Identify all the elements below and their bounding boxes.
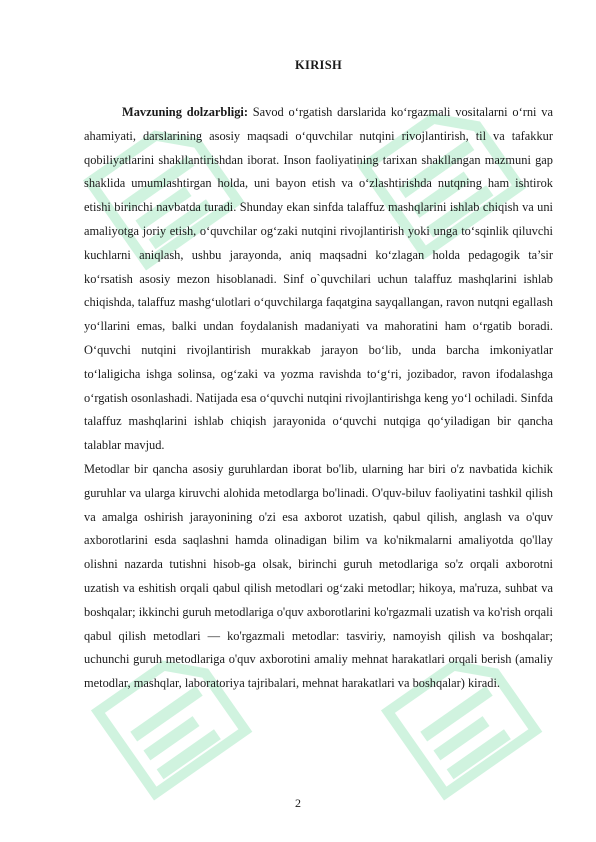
paragraph-lead: Mavzuning dolzarbligi: xyxy=(122,105,248,119)
document-body xyxy=(84,101,553,696)
page-number: 2 xyxy=(295,796,301,810)
paragraph-text: Savod o‘rgatish darslarida ko‘rgazmali vositalarni o‘rni va ahamiyati, darslarining asosiy maqsadi o‘quvchilar nutqini rivojlantirish, til va tafakkur qobiliyatlarini shakllantirishdan iborat. Inson faoliyatining tarixan shakllangan mazmuni gap shaklida umumlashtirgan holda, uni bayon etish va o‘zlashtirishda nutqning ham ishtirok etishi birinchi navbatda turadi. Shunday ekan sinfda talaffuz mashqlarini ishlab chiqish va uni amaliyotga joriy etish, o‘quvchilar og‘zaki nutqini rivojlantirish yoki unga to‘sqinlik qiluvchi kuchlarni aniqlash, ushbu jarayonda, aniq maqsadni ko‘zlagan holda pedagogik ta’sir ko‘rsatish asosiy mezon hisoblanadi. Sinf o`quvchilari uchun talaffuz mashqlarini ishlab chiqishda, talaffuz mashg‘ulotlari o‘quvchilarga faqatgina sayqallangan, ravon nutqni egallash yo‘llarini emas, balki undan foydalanish madaniyati va mahoratini ham o‘rgatib boradi. O‘quvchi nutqini rivojlantirish murakkab jarayon bo‘lib, unda barcha imkoniyatlar to‘laligicha ishga solinsa, og‘zaki va yozma ravishda to‘g‘ri, jozibador, ravon ifodalashga o‘rgatish osonlashadi. Natijada esa o‘quvchi nutqini rivojlantirishga keng yo‘l ochiladi. Sinfda talaffuz mashqlarini ishlab chiqish jarayonida o‘quvchi nutqiga qo‘yiladigan bir qancha talablar mavjud. xyxy=(84,105,553,453)
page-title: KIRISH xyxy=(295,58,342,72)
paragraph-relevance xyxy=(84,101,553,458)
paragraph-methods: Metodlar bir qancha asosiy guruhlardan iborat bo'lib, ularning har biri o'z navbatida kichik guruhlar va ularga kiruvchi alohida metodlarga bo'linadi. O'quv-biluv faoliyatini tashkil qilish va amalga oshirish jarayonining o'zi esa axborot uzatish, qabul qilish, anglash va o'quv axborotlarini esda saqlashni hamda olinadigan bilim va ko'nikmalarni amaliyotda qo'llay olishni nazarda tutishni hisob-ga olsak, birinchi guruh metodlariga so'z orqali axborotni uzatish va eshitish orqali qabul qilish metodlari og‘zaki metodlar; hikoya, ma'ruza, suhbat va boshqalar; ikkinchi guruh metodlariga o'quv axborotlarini ko'rgazmali uzatish va ko'rish orqali qabul qilish metodlari — ko'rgazmali metodlar: tasviriy, namoyish qilish va boshqalar; uchunchi guruh metodlariga o'quv axborotini amaliy mehnat harakatlari orqali berish (amaliy metodlar, mashqlar, laboratoriya tajribalari, mehnat harakatlari va boshqalar) kiradi. xyxy=(84,461,553,691)
